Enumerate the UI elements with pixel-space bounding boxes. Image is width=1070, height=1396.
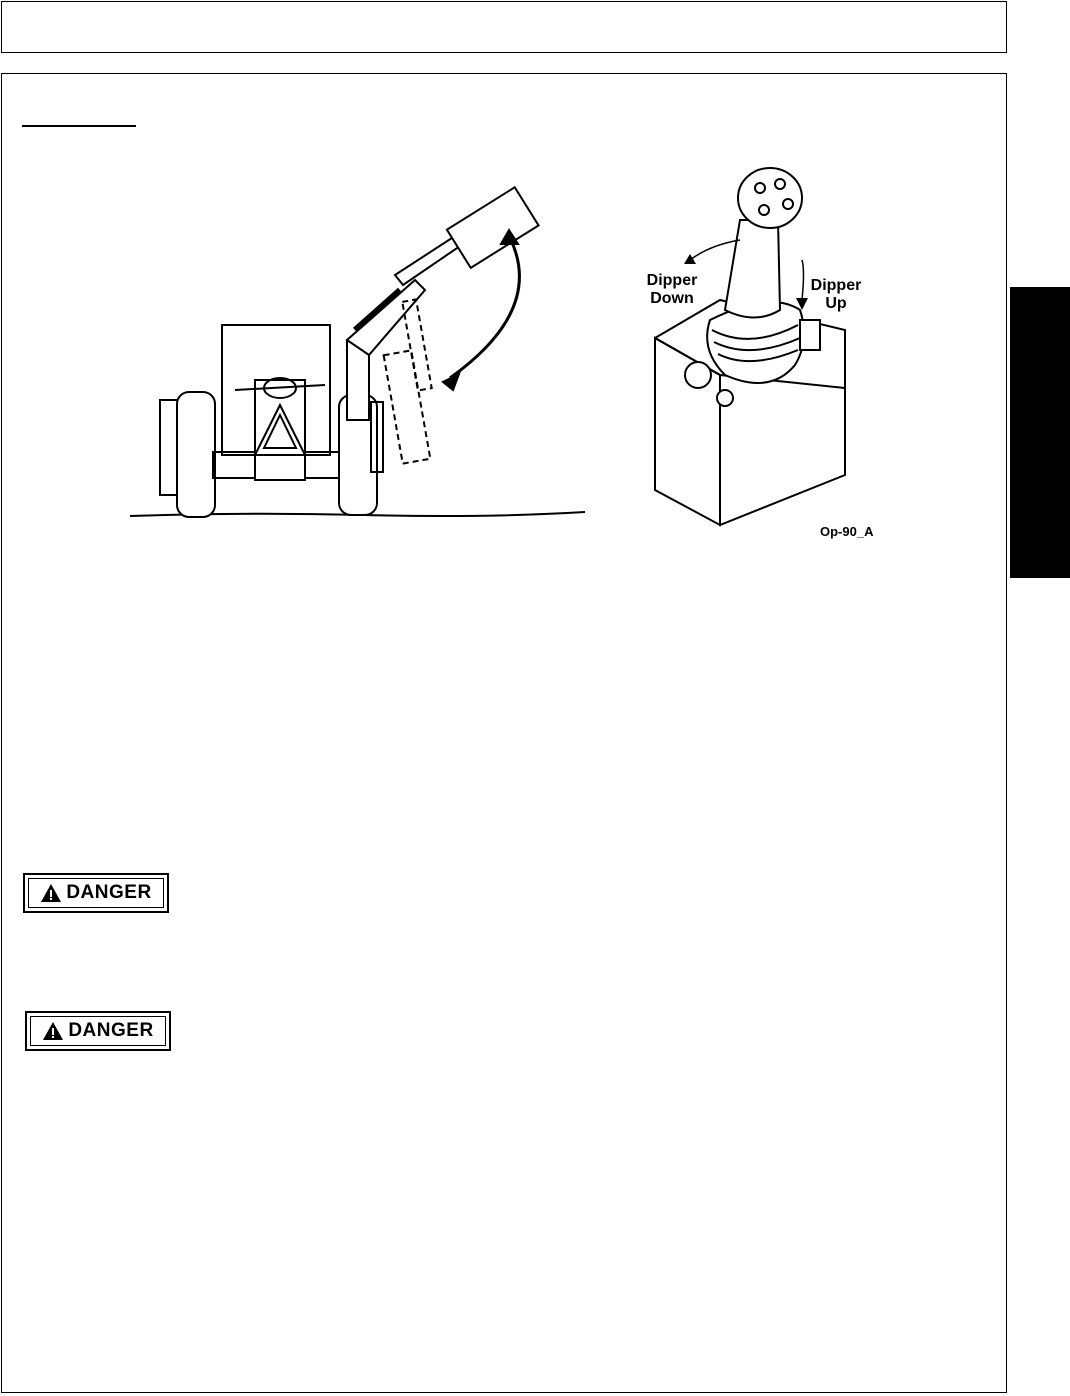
danger-badge [25, 1011, 171, 1051]
joystick-control-illustration [630, 160, 890, 540]
figure-id: Op-90_A [820, 524, 874, 539]
danger-label: DANGER [68, 1020, 154, 1041]
header-frame [1, 1, 1007, 53]
tractor-boom-illustration [125, 160, 600, 525]
danger-label: DANGER [66, 882, 152, 903]
section-tab [1010, 287, 1070, 578]
warning-triangle-icon [40, 883, 62, 903]
warning-triangle-icon [42, 1021, 64, 1041]
danger-badge [23, 873, 169, 913]
section-heading-underline [22, 125, 136, 127]
dipper-down-label: Dipper Down [646, 272, 698, 307]
dipper-up-label: Dipper Up [810, 277, 862, 312]
